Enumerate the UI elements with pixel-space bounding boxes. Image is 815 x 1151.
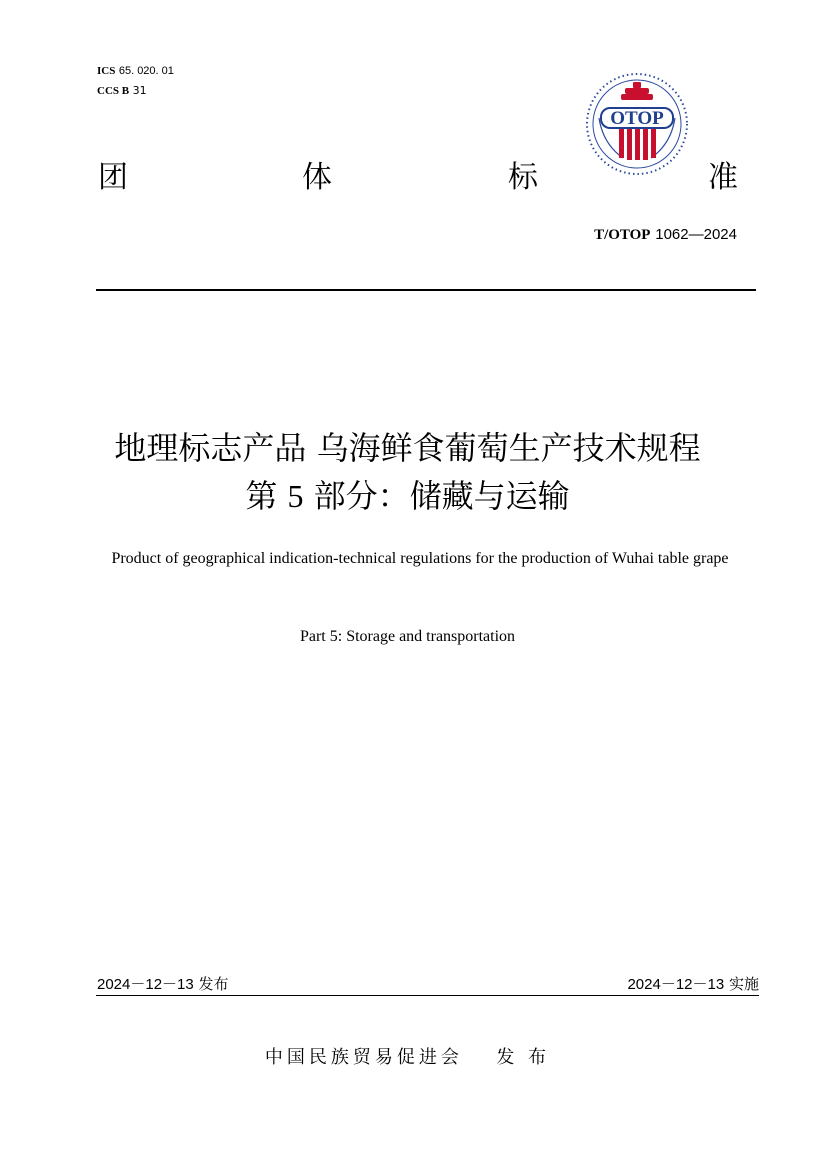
standard-number-prefix: T/OTOP [594, 227, 651, 243]
title-line-2-num: 5 [287, 478, 304, 514]
issue-date-value: 2024－12－13 [97, 976, 194, 993]
publisher [0, 1046, 815, 1070]
implement-date-value: 2024－12－13 [627, 976, 725, 993]
ccs-code [97, 84, 147, 98]
title-line-2 [0, 474, 815, 518]
ics-value: 65. 020. 01 [118, 65, 174, 77]
standard-number-value: 1062—2024 [655, 226, 737, 243]
logo-text: OTOP [610, 108, 664, 129]
standard-type-char-2: 体 [302, 160, 332, 195]
publisher-name: 中国民族贸易促进会 [264, 1047, 463, 1068]
english-subtitle: Part 5: Storage and transportation [299, 628, 516, 645]
standard-type-char-4: 准 [708, 160, 738, 195]
standard-number [594, 224, 737, 245]
implement-date-label: 实施 [728, 975, 759, 993]
standard-type-char-3: 标 [508, 160, 538, 195]
ccs-label: CCS B [97, 85, 130, 97]
title-line-2-post: 部分：储藏与运输 [303, 477, 570, 515]
standard-type-char-1: 团 [98, 160, 128, 195]
ics-label: ICS [97, 65, 116, 77]
ccs-value: 31 [132, 84, 147, 97]
issue-date-label: 发布 [198, 975, 229, 993]
date-divider [96, 995, 759, 996]
issue-date [97, 974, 229, 995]
otop-logo-icon [583, 70, 691, 178]
publisher-action: 发 布 [496, 1047, 551, 1068]
title-line-2-pre: 第 [245, 477, 288, 515]
header-divider [96, 289, 756, 291]
implement-date [627, 974, 759, 995]
english-title: Product of geographical indication-technical regulations for the production of Wuhai table grape [111, 550, 729, 567]
ics-code [97, 64, 174, 78]
title-line-1: 地理标志产品 乌海鲜食葡萄生产技术规程 [114, 429, 701, 467]
